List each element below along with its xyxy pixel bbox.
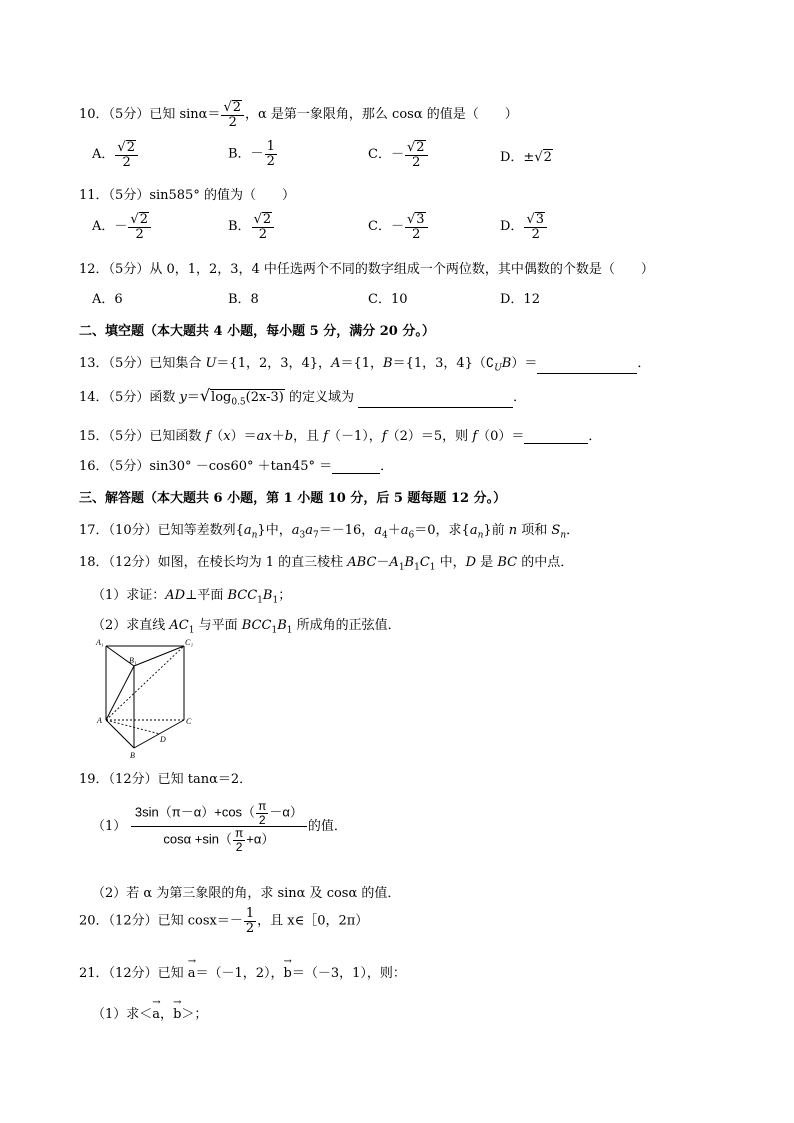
q10-option-a[interactable]: A． $\frac{√2}{2}$ (92, 140, 139, 169)
edge-a-b1 (106, 666, 134, 720)
segment-a-c1 (106, 646, 184, 720)
label-b1: B₁ (129, 656, 137, 665)
segment-a-d (106, 720, 160, 734)
label-b: B (130, 751, 135, 760)
section-2-heading: 二、填空题（本大题共 4 小题，每小题 5 分，满分 20 分。） (79, 324, 435, 339)
q14-radicand: $\log_{0.5}(2x-3)$ (211, 390, 284, 408)
q17: 17．（10分）已知等差数列$\{a_n\}$中，$a_3a_7=-16$，$a_4+a_6=0$，求$\{a_n\}$前 n 项和 $S_n$． (79, 523, 580, 541)
q18-part-2: （2）求直线 $AC_1$ 与平面 $BCC_1B_1$ 所成角的正弦值． (92, 618, 401, 636)
edge-a-b (106, 720, 134, 748)
label-c: C (186, 717, 192, 726)
q19-stem: 19．（12分）已知 tanα＝2． (79, 772, 253, 787)
q15: 15．（5分）已知函数 f（x）＝ax＋b，且 f（－1），f（2）＝5，则 f（0）＝ ． (79, 429, 602, 444)
q15-answer-blank[interactable] (524, 430, 588, 444)
q14: 14．（5分）函数 $y=√\log_{0.5}(2x-3)$ 的定义域为 ． (79, 386, 527, 408)
q11-option-c[interactable]: C．－ $\frac{√3}{2}$ (368, 212, 429, 241)
q20: 20．（12分）已知 cosx＝－ $\frac{1}{2}$ ，且 x∈［0，2π） (79, 906, 369, 936)
q19-part-1: （1） 3sin（π－α）+cos（ $\frac{\pi}{2}$ －α） cosα +sin（ $\frac{\pi}{2}$ +α） 的值． (92, 799, 347, 854)
q18-stem: 18．（12分）如图，在棱长均为 1 的直三棱柱 $ABC-A_1B_1C_1$ 中，D 是 BC 的中点． (79, 555, 574, 573)
prism-figure (94, 636, 204, 762)
section-3-heading: 三、解答题（本大题共 6 小题，第 1 小题 10 分，后 5 题每题 12 分。） (79, 491, 507, 506)
q10-fraction: $\frac{√2}{2}$ (221, 100, 244, 129)
edge-b-c (134, 720, 184, 748)
q11-stem: 11．（5分）sin585° 的值为（ ） (79, 188, 295, 203)
q21: 21．（12分）已知 → a＝（－1，2）， → b＝（－3，1），则： (79, 956, 406, 981)
q10-option-c[interactable]: C．－ $\frac{√2}{2}$ (368, 140, 429, 169)
q13-answer-blank[interactable] (537, 360, 637, 374)
label-c1: C₁ (185, 638, 194, 647)
q11-option-a[interactable]: A．－ $\frac{√2}{2}$ (92, 212, 152, 241)
q11-option-d[interactable]: D． $\frac{√3}{2}$ (500, 212, 548, 241)
q12-option-b[interactable]: B．8 (228, 292, 259, 307)
q10-option-b[interactable]: B．－ $\frac{1}{2}$ (228, 139, 275, 169)
q12-option-a[interactable]: A．6 (92, 292, 123, 307)
q16: 16．（5分）sin30° －cos60° ＋tan45° ＝ ． (79, 459, 394, 474)
q14-answer-blank[interactable] (358, 394, 513, 408)
q12-option-c[interactable]: C．10 (368, 292, 408, 307)
label-d: D (160, 735, 166, 744)
q10-option-d[interactable]: D．±√2 (500, 150, 552, 165)
q12-option-d[interactable]: D．12 (500, 292, 540, 307)
q19-expression: 3sin（π－α）+cos（ $\frac{\pi}{2}$ －α） cosα +sin（ $\frac{\pi}{2}$ +α） (131, 800, 307, 853)
q10-stem: 10．（5分）已知 sinα＝ $\frac{√2}{2}$ ，α 是第一象限角，那么 cosα 的值是（ ） (79, 100, 518, 130)
edge-b1-c1 (134, 646, 184, 666)
q19-part-2: （2）若 α 为第三象限的角，求 sinα 及 cosα 的值． (92, 886, 401, 901)
q16-answer-blank[interactable] (332, 460, 380, 474)
label-a: A (97, 716, 102, 725)
q11-option-b[interactable]: B． $\frac{√2}{2}$ (228, 212, 275, 241)
q18-part-1: （1）求证：AD⊥平面 $BCC_1B_1$； (92, 588, 292, 606)
q12-stem: 12．（5分）从 0，1，2，3，4 中任选两个不同的数字组成一个两位数，其中偶数的个数是（ ） (79, 262, 654, 277)
q21-part-1: （1）求＜ → a， → b＞； (92, 997, 208, 1022)
label-a1: A₁ (96, 638, 104, 647)
q13: 13．（5分）已知集合 U＝{1，2，3，4}，A＝{1，B＝{1，3，$4\}(∁_UB)=$ ． (79, 356, 651, 374)
